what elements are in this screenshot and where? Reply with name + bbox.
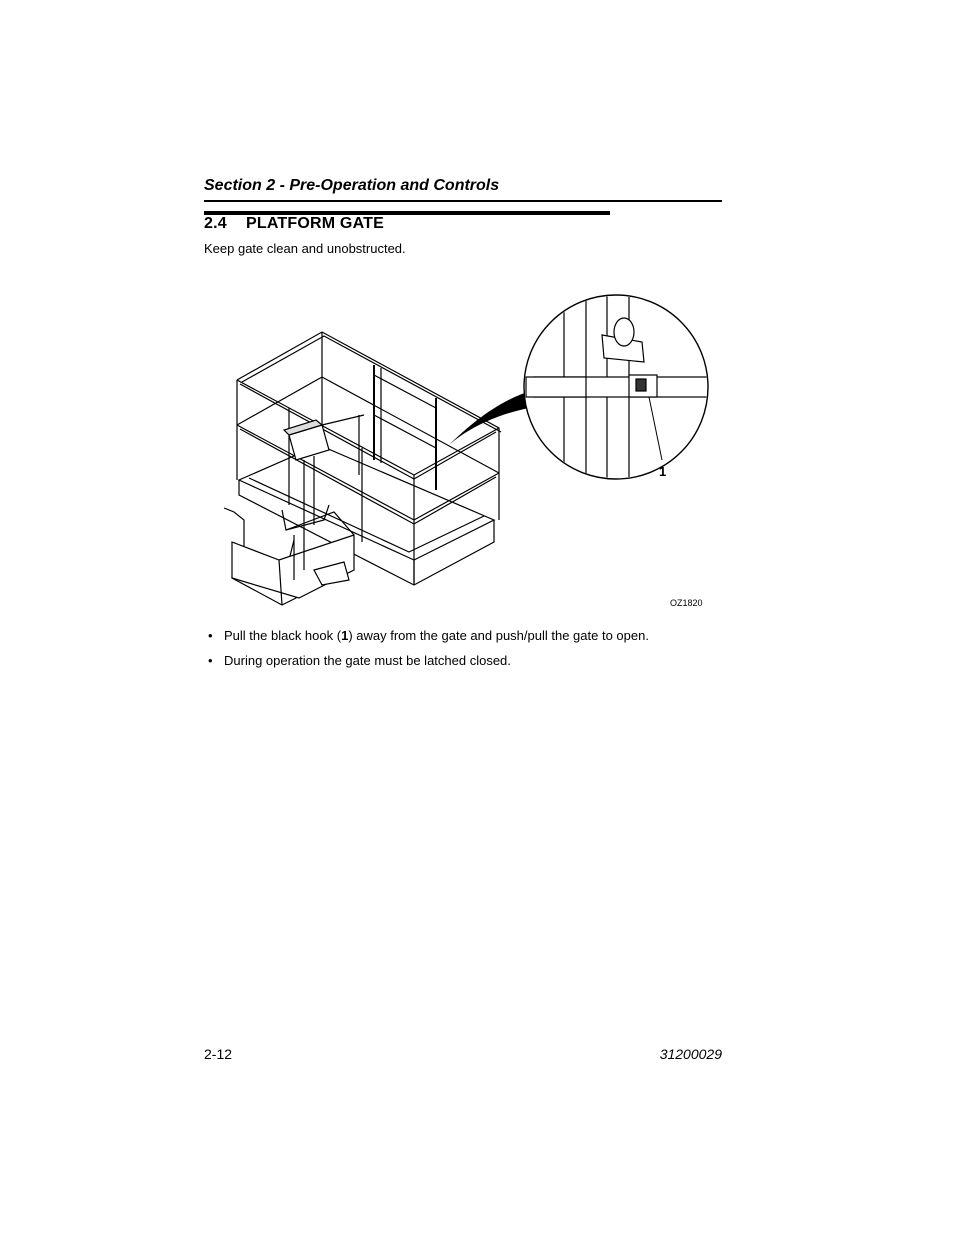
header-rule — [204, 200, 722, 202]
instruction-list — [204, 628, 724, 678]
intro-text: Keep gate clean and unobstructed. — [204, 241, 406, 256]
bullet-text-after: ) away from the gate and push/pull the gate to open. — [348, 628, 649, 643]
callout-label: 1 — [659, 464, 667, 479]
section-number: 2.4 — [204, 215, 227, 232]
page-number: 2-12 — [204, 1046, 233, 1062]
detail-magnifier — [524, 280, 709, 494]
bullet-text-bold: 1 — [341, 628, 349, 643]
list-item — [204, 653, 724, 669]
section-title-text: PLATFORM GATE — [246, 215, 384, 232]
bullet-icon: • — [208, 628, 213, 643]
section-title — [204, 215, 384, 233]
list-item — [204, 628, 724, 644]
platform-gate-illustration — [204, 280, 724, 615]
document-number: 31200029 — [659, 1046, 722, 1062]
bullet-icon: • — [208, 653, 213, 668]
figure-code: OZ1820 — [670, 598, 703, 608]
section-header: Section 2 - Pre-Operation and Controls — [204, 177, 500, 194]
platform-drawing — [224, 332, 534, 605]
bullet-text-before: During operation the gate must be latched closed. — [224, 653, 511, 668]
bullet-text-before: Pull the black hook ( — [224, 628, 342, 643]
